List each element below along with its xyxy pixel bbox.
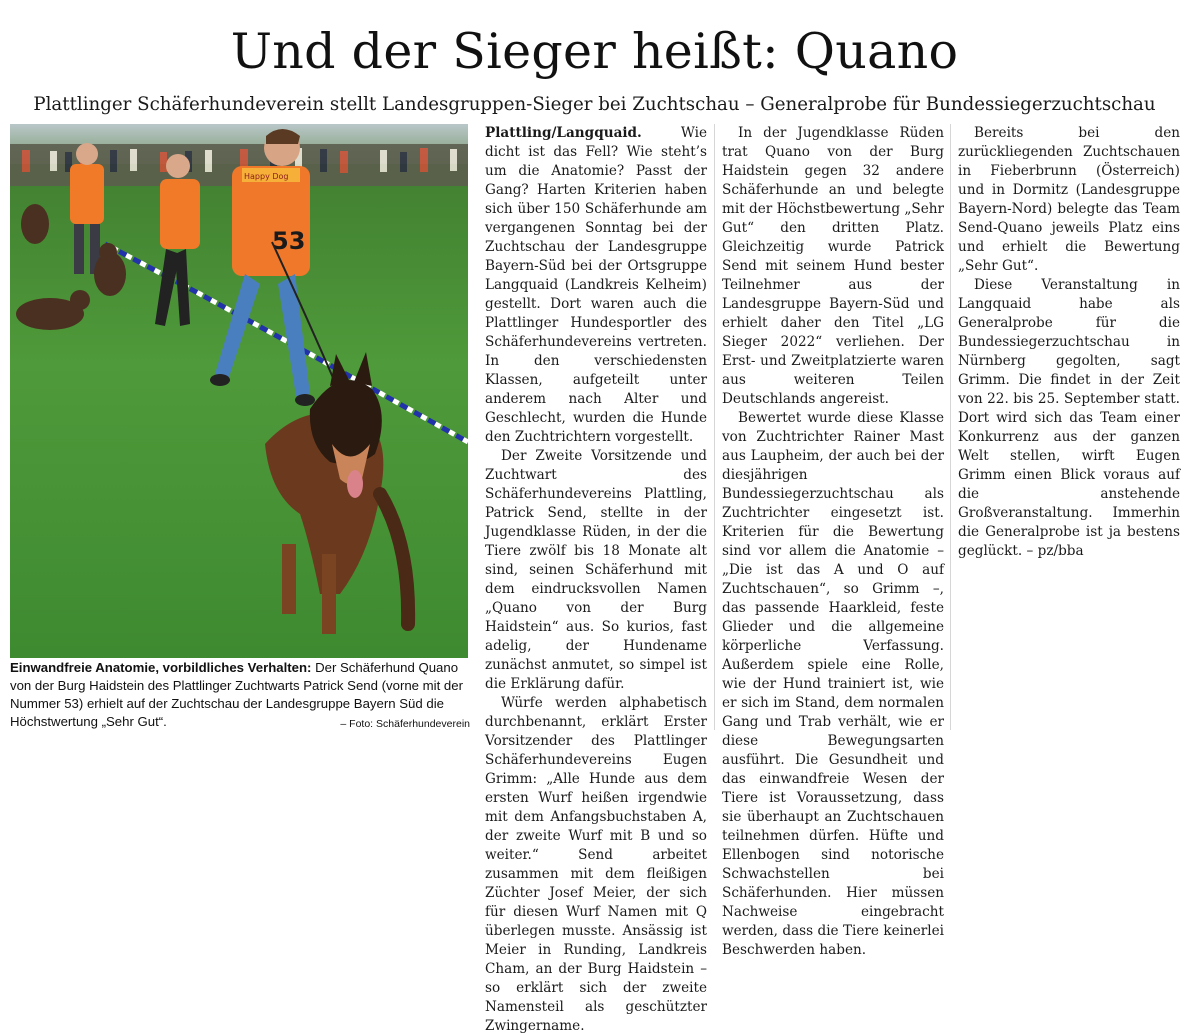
article-paragraph [958, 276, 1180, 561]
paragraph-text: Diese Veranstaltung in Langquaid habe als Generalprobe für die Bundessiegerzuchtschau in Nürnberg gegolten, sagt Grimm. Die findet in der Zeit von 22. bis 25. September statt. Dort wird sich das Team einer Konkurrenz aus der ganzen Welt stellen, wirft Eugen Grimm einen Blick voraus auf die anstehende Großveranstaltung. Immerhin die Generalprobe ist ja bestens geglückt. [958, 277, 1180, 559]
bib-number: 53 [272, 227, 306, 255]
article-paragraph: Bewertet wurde diese Klasse von Zuchtrichter Rainer Mast aus Laupheim, der auch bei der diesjährigen Bundessiegerzuchtschau als Zuchtrichter eingesetzt ist. Kriterien für die Bewertung sind vor allem die Anatomie – „Die ist das A und O auf Zuchtschauen“, so Grimm –, das passende Haarkleid, feste Glieder und die allgemeine körperliche Verfassung. Außerdem spiele eine Rolle, wie der Hund trainiert ist, wie er sich im Stand, dem normalen Gang und Trab verhält, wie er diese Bewegungsarten ausführt. Die Gesundheit und das einwandfreie Wesen der Tiere ist Voraussetzung, dass sie überhaupt an Zuchtschauen teilnehmen dürfen. Hüfte und Ellenbogen sind notorische Schwachstellen bei Schäferhunden. Hier müssen Nachweise eingebracht werden, dass die Tiere keinerlei Beschwerden haben. [722, 410, 944, 958]
article-paragraph [485, 124, 707, 447]
headline: Und der Sieger heißt: Quano [230, 23, 959, 80]
article-column-2 [722, 124, 945, 958]
vest-brand: Happy Dog [244, 172, 289, 181]
article-paragraph: Würfe werden alphabetisch durchbenannt, erklärt Erster Vorsitzender des Plattlinger Schäferhundevereins Eugen Grimm: „Alle Hunde aus dem ersten Wurf heißen irgendwie mit dem Anfangsbuchstaben A, der zweite Wurf mit B und so weiter.“ Send arbeitet zusammen mit dem fleißigen Züchter Josef Meier, der sich für diesen Wurf Namen mit Q überlegen musste. Ansässig ist Meier in Runding, Landkreis Cham, an der Burg Haidstein – so erklärt sich der zweite Namensteil als geschützter Zwingername. [485, 695, 707, 1034]
article-photo [10, 124, 468, 658]
caption-text: Der Schäferhund Quano von der Burg Haidstein des Plattlinger Zuchtwarts Patrick Send (vorne mit der Nummer 53) erhielt auf der Zuchtschau der Landesgruppe Bayern Süd die Höchstwertung „Sehr Gut“. [10, 660, 463, 729]
photo-caption [10, 659, 470, 733]
article-paragraph: Der Zweite Vorsitzende und Zuchtwart des Schäferhundevereins Plattling, Patrick Send, stellte in der Jugendklasse Rüden, in der die Tiere zwölf bis 18 Monate alt sind, seinen Schäferhund mit dem eindrucksvollen Namen „Quano von der Burg Haidstein“ aus. So kurios, fast adelig, der Hundename zunächst anmutet, so simpel ist die Erklärung dafür. [485, 448, 707, 692]
subheadline: Plattlinger Schäferhundeverein stellt Landesgruppen-Sieger bei Zuchtschau – Generalprobe für Bundessiegerzuchtschau [33, 94, 1156, 115]
paragraph-text: Wie dicht ist das Fell? Wie steht’s um die Anatomie? Passt der Gang? Harten Kriterien haben sich über 150 Schäferhunde am vergangenen Sonntag bei der Zuchtschau der Landesgruppe Bayern-Süd bei der Ortsgruppe Langquaid (Landkreis Kelheim) gestellt. Dort waren auch die Plattlinger Hundesportler des Schäferhundevereins vertreten. In den verschiedensten Klassen, aufgeteilt unter anderem nach Alter und Geschlecht, wurden die Hunde den Zuchtrichtern vorgestellt. [485, 125, 707, 445]
dateline: Plattling/Langquaid. [485, 125, 642, 141]
article-paragraph: In der Jugendklasse Rüden trat Quano von der Burg Haidstein gegen 32 andere Schäferhunde an und belegte mit der Höchstbewertung „Sehr Gut“ den dritten Platz. Gleichzeitig wurde Patrick Send mit seinem Hund bester Teilnehmer aus der Landesgruppe Bayern-Süd und erhielt daher den Titel „LG Sieger 2022“ verliehen. Der Erst- und Zweitplatzierte waren aus weiteren Teilen Deutschlands angereist. [722, 125, 945, 407]
photo-credit: – Foto: Schäferhundeverein [340, 718, 470, 730]
caption-lead: Einwandfreie Anatomie, vorbildliches Verhalten: [10, 660, 312, 675]
article-paragraph: Bereits bei den zurückliegenden Zuchtschauen in Fieberbrunn (Österreich) und in Dormitz (Landesgruppe Bayern-Nord) belegte das Team Send-Quano jeweils Platz eins und erhielt die Bewertung „Sehr Gut“. [958, 125, 1180, 274]
article-column-3 [958, 124, 1180, 730]
author-sign: – pz/bba [1022, 543, 1084, 559]
column-rule [714, 124, 715, 730]
article-column-1 [485, 124, 707, 1034]
dog-show-photo [10, 124, 468, 658]
column-rule [950, 124, 951, 730]
